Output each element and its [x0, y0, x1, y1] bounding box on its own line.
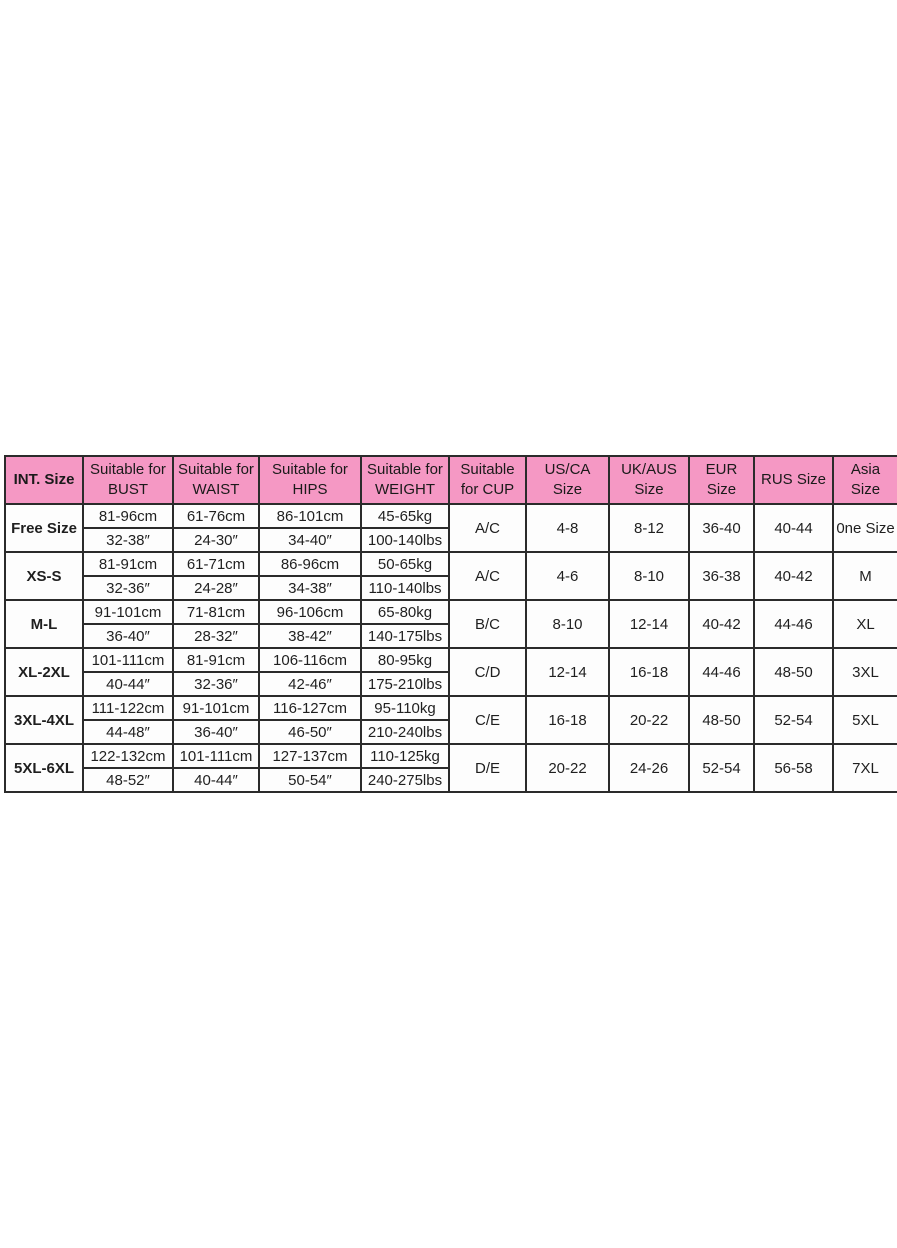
asia-cell: 0ne Size: [833, 504, 897, 552]
col-header-rus: [754, 456, 833, 504]
bust-imperial-cell: 44-48″: [83, 720, 173, 744]
table-row-free-size-metric: [5, 504, 897, 528]
size-label: M-L: [5, 600, 83, 648]
eur-cell: 40-42: [689, 600, 754, 648]
uk-aus-cell: 12-14: [609, 600, 689, 648]
hips-imperial-cell: 42-46″: [259, 672, 361, 696]
asia-cell: 3XL: [833, 648, 897, 696]
uk-aus-cell: 20-22: [609, 696, 689, 744]
waist-imperial-cell: 40-44″: [173, 768, 259, 792]
waist-imperial-cell: 28-32″: [173, 624, 259, 648]
eur-cell: 48-50: [689, 696, 754, 744]
eur-cell: 44-46: [689, 648, 754, 696]
hips-metric-cell: 106-116cm: [259, 648, 361, 672]
col-header-weight-line: Suitable for: [367, 461, 443, 478]
waist-metric-cell: 61-71cm: [173, 552, 259, 576]
col-header-bust: [83, 456, 173, 504]
col-header-us-ca: [526, 456, 609, 504]
asia-cell: 7XL: [833, 744, 897, 792]
hips-metric-cell: 86-96cm: [259, 552, 361, 576]
waist-metric-cell: 71-81cm: [173, 600, 259, 624]
weight-metric-cell: 95-110kg: [361, 696, 449, 720]
col-header-hips-line: Suitable for: [272, 461, 348, 478]
eur-cell: 52-54: [689, 744, 754, 792]
table-row-m-l-metric: [5, 600, 897, 624]
weight-imperial-cell: 110-140lbs: [361, 576, 449, 600]
col-header-us-ca-line: Size: [552, 481, 583, 498]
weight-metric-cell: 50-65kg: [361, 552, 449, 576]
col-header-eur-line: EUR: [705, 461, 738, 478]
table-row-3xl-4xl-metric: [5, 696, 897, 720]
cup-cell: D/E: [449, 744, 526, 792]
us-ca-cell: 8-10: [526, 600, 609, 648]
bust-metric-cell: 81-96cm: [83, 504, 173, 528]
col-header-weight: [361, 456, 449, 504]
cup-cell: A/C: [449, 504, 526, 552]
size-chart-table: [4, 455, 897, 793]
asia-cell: M: [833, 552, 897, 600]
waist-metric-cell: 101-111cm: [173, 744, 259, 768]
hips-imperial-cell: 38-42″: [259, 624, 361, 648]
rus-cell: 40-42: [754, 552, 833, 600]
rus-cell: 44-46: [754, 600, 833, 648]
eur-cell: 36-40: [689, 504, 754, 552]
rus-cell: 40-44: [754, 504, 833, 552]
uk-aus-cell: 8-10: [609, 552, 689, 600]
header-row: [5, 456, 897, 504]
col-header-rus-line: RUS Size: [760, 471, 827, 488]
bust-metric-cell: 111-122cm: [83, 696, 173, 720]
cup-cell: B/C: [449, 600, 526, 648]
bust-metric-cell: 81-91cm: [83, 552, 173, 576]
waist-metric-cell: 61-76cm: [173, 504, 259, 528]
hips-imperial-cell: 34-40″: [259, 528, 361, 552]
col-header-us-ca-line: US/CA: [544, 461, 591, 478]
weight-metric-cell: 110-125kg: [361, 744, 449, 768]
col-header-waist-line: Suitable for: [178, 461, 254, 478]
col-header-uk-aus-line: UK/AUS: [621, 461, 677, 478]
bust-metric-cell: 122-132cm: [83, 744, 173, 768]
hips-metric-cell: 127-137cm: [259, 744, 361, 768]
cup-cell: A/C: [449, 552, 526, 600]
waist-metric-cell: 81-91cm: [173, 648, 259, 672]
waist-imperial-cell: 32-36″: [173, 672, 259, 696]
col-header-bust-line: BUST: [107, 481, 148, 498]
table-row-xs-s-metric: [5, 552, 897, 576]
weight-imperial-cell: 240-275lbs: [361, 768, 449, 792]
uk-aus-cell: 8-12: [609, 504, 689, 552]
weight-metric-cell: 80-95kg: [361, 648, 449, 672]
rus-cell: 56-58: [754, 744, 833, 792]
col-header-eur: [689, 456, 754, 504]
col-header-eur-line: Size: [706, 481, 737, 498]
us-ca-cell: 4-8: [526, 504, 609, 552]
hips-metric-cell: 86-101cm: [259, 504, 361, 528]
weight-metric-cell: 65-80kg: [361, 600, 449, 624]
col-header-cup-line: for CUP: [460, 481, 515, 498]
col-header-uk-aus-line: Size: [634, 481, 664, 498]
eur-cell: 36-38: [689, 552, 754, 600]
col-header-cup: [449, 456, 526, 504]
col-header-cup-line: Suitable: [460, 461, 515, 478]
bust-imperial-cell: 36-40″: [83, 624, 173, 648]
table-body: [5, 504, 897, 792]
cup-cell: C/E: [449, 696, 526, 744]
weight-metric-cell: 45-65kg: [361, 504, 449, 528]
us-ca-cell: 20-22: [526, 744, 609, 792]
weight-imperial-cell: 140-175lbs: [361, 624, 449, 648]
us-ca-cell: 12-14: [526, 648, 609, 696]
bust-imperial-cell: 32-38″: [83, 528, 173, 552]
asia-cell: 5XL: [833, 696, 897, 744]
hips-metric-cell: 116-127cm: [259, 696, 361, 720]
col-header-bust-line: Suitable for: [90, 461, 166, 478]
col-header-asia-line: Asia: [850, 461, 881, 478]
size-label: Free Size: [5, 504, 83, 552]
rus-cell: 48-50: [754, 648, 833, 696]
us-ca-cell: 4-6: [526, 552, 609, 600]
col-header-uk-aus: [609, 456, 689, 504]
table-row-5xl-6xl-metric: [5, 744, 897, 768]
hips-imperial-cell: 46-50″: [259, 720, 361, 744]
col-header-int-size-line: INT. Size: [13, 471, 75, 488]
hips-imperial-cell: 50-54″: [259, 768, 361, 792]
size-label: XS-S: [5, 552, 83, 600]
col-header-waist: [173, 456, 259, 504]
col-header-hips-line: HIPS: [292, 481, 328, 498]
hips-metric-cell: 96-106cm: [259, 600, 361, 624]
bust-metric-cell: 91-101cm: [83, 600, 173, 624]
size-label: 5XL-6XL: [5, 744, 83, 792]
table-header: [5, 456, 897, 504]
col-header-weight-line: WEIGHT: [375, 481, 435, 498]
size-label: XL-2XL: [5, 648, 83, 696]
waist-imperial-cell: 24-28″: [173, 576, 259, 600]
table-row-xl-2xl-metric: [5, 648, 897, 672]
rus-cell: 52-54: [754, 696, 833, 744]
bust-imperial-cell: 48-52″: [83, 768, 173, 792]
uk-aus-cell: 24-26: [609, 744, 689, 792]
bust-imperial-cell: 40-44″: [83, 672, 173, 696]
col-header-asia-line: Size: [850, 481, 881, 498]
us-ca-cell: 16-18: [526, 696, 609, 744]
col-header-waist-line: WAIST: [192, 481, 240, 498]
weight-imperial-cell: 210-240lbs: [361, 720, 449, 744]
col-header-hips: [259, 456, 361, 504]
waist-metric-cell: 91-101cm: [173, 696, 259, 720]
hips-imperial-cell: 34-38″: [259, 576, 361, 600]
cup-cell: C/D: [449, 648, 526, 696]
size-label: 3XL-4XL: [5, 696, 83, 744]
asia-cell: XL: [833, 600, 897, 648]
bust-imperial-cell: 32-36″: [83, 576, 173, 600]
waist-imperial-cell: 24-30″: [173, 528, 259, 552]
col-header-asia: [833, 456, 897, 504]
weight-imperial-cell: 175-210lbs: [361, 672, 449, 696]
waist-imperial-cell: 36-40″: [173, 720, 259, 744]
col-header-int-size: [5, 456, 83, 504]
bust-metric-cell: 101-111cm: [83, 648, 173, 672]
uk-aus-cell: 16-18: [609, 648, 689, 696]
weight-imperial-cell: 100-140lbs: [361, 528, 449, 552]
